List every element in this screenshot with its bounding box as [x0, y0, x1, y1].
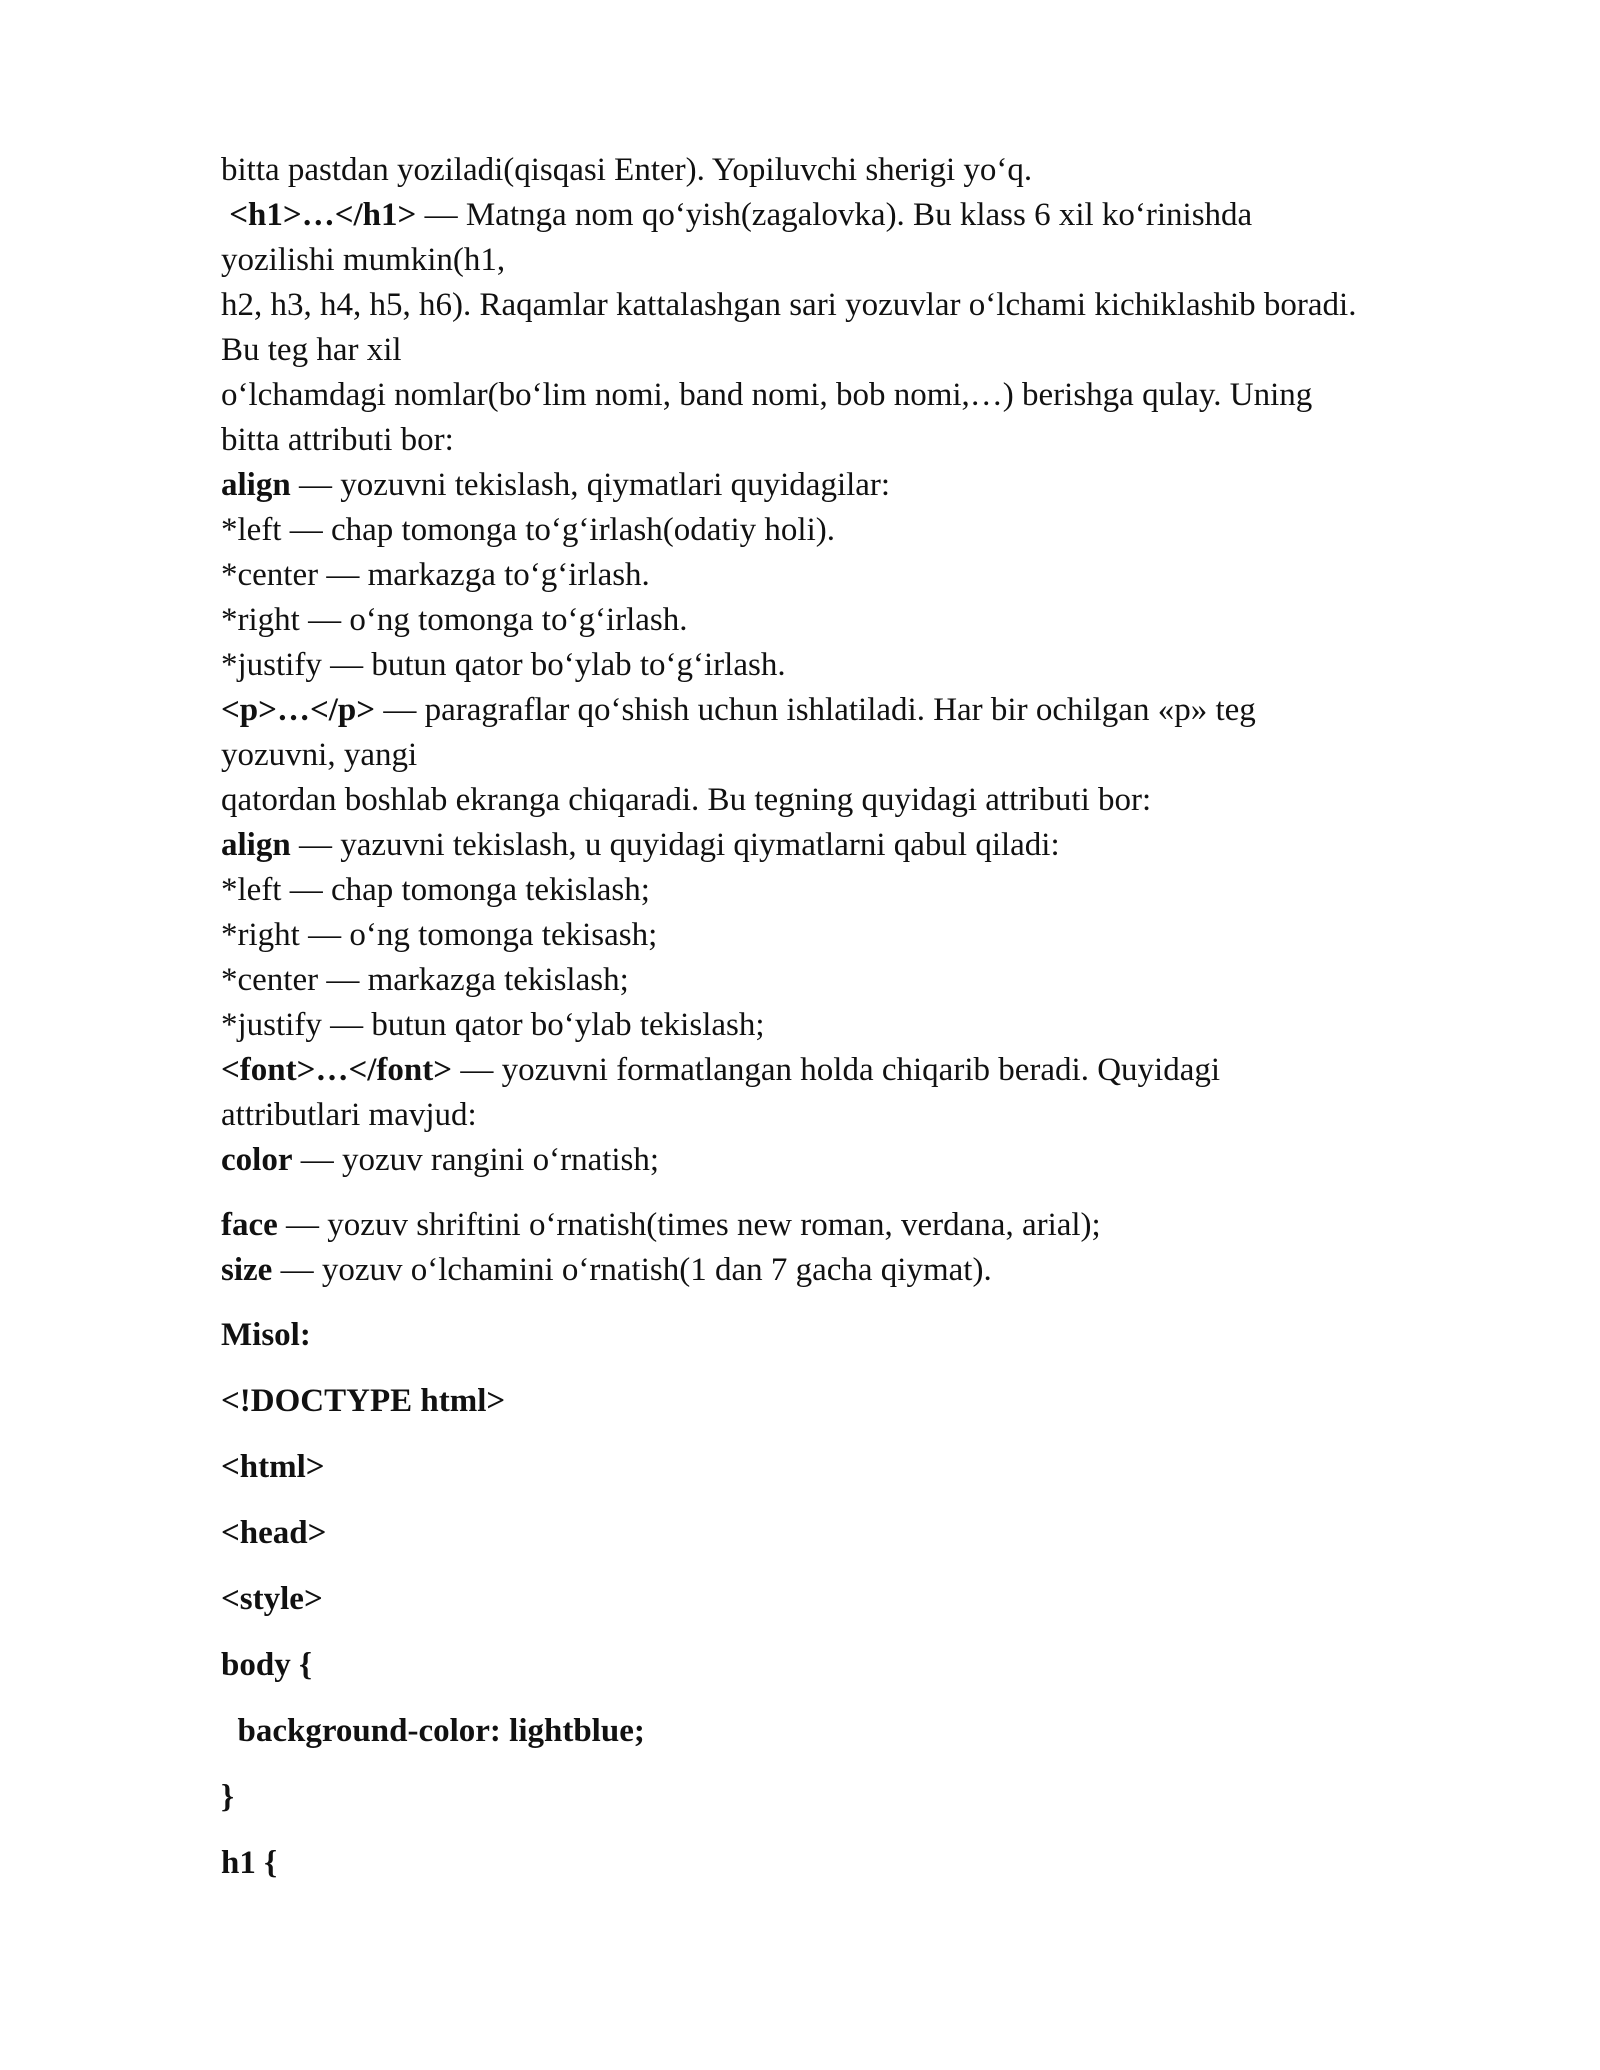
attr-color-bold: color [221, 1142, 293, 1178]
code-line: <head> [221, 1515, 327, 1551]
text-line: Bu teg har xil [221, 332, 402, 368]
text-line-align-attr: align — yazuvni tekislash, u quyidagi qiymatlarni qabul qiladi: [221, 827, 1060, 863]
code-line: h1 { [221, 1845, 278, 1881]
text-line: *center — markazga tekislash; [221, 962, 629, 998]
body-text-block-2 [221, 1203, 1521, 1293]
text-line: *left — chap tomonga tekislash; [221, 872, 650, 908]
text-line: *left — chap tomonga to‘g‘irlash(odatiy holi). [221, 512, 836, 548]
document-page [221, 148, 1521, 1907]
text-line-color-attr: color — yozuv rangini o‘rnatish; [221, 1142, 660, 1178]
text-line-face-attr: face — yozuv shriftini o‘rnatish(times new roman, verdana, arial); [221, 1207, 1101, 1243]
text-line: *justify — butun qator bo‘ylab to‘g‘irlash. [221, 647, 786, 683]
text-line: attributlari mavjud: [221, 1097, 477, 1133]
paragraph-spacer [221, 1183, 1521, 1203]
attr-face-bold: face [221, 1207, 278, 1243]
tag-p-bold: <p>…</p> [221, 692, 376, 728]
text-line: *justify — butun qator bo‘ylab tekislash; [221, 1007, 765, 1043]
tag-font-bold: <font>…</font> [221, 1052, 453, 1088]
body-text-block-1 [221, 148, 1521, 1183]
text-line: *center — markazga to‘g‘irlash. [221, 557, 650, 593]
attr-align-bold: align [221, 467, 291, 503]
text-line: yozilishi mumkin(h1, [221, 242, 506, 278]
text-line: *right — o‘ng tomonga to‘g‘irlash. [221, 602, 688, 638]
text-line-align-attr: align — yozuvni tekislash, qiymatlari quyidagilar: [221, 467, 891, 503]
text-line: *right — o‘ng tomonga tekisash; [221, 917, 658, 953]
text-line: qatordan boshlab ekranga chiqaradi. Bu tegning quyidagi attributi bor: [221, 782, 1152, 818]
paragraph-spacer [221, 1293, 1521, 1313]
code-line: } [221, 1779, 235, 1815]
text-line-p-tag: <p>…</p> — paragraflar qo‘shish uchun ishlatiladi. Har bir ochilgan «p» teg [221, 692, 1256, 728]
text-line-size-attr: size — yozuv o‘lchamini o‘rnatish(1 dan 7 gacha qiymat). [221, 1252, 992, 1288]
code-example [221, 1313, 1521, 1907]
text-line: o‘lchamdagi nomlar(bo‘lim nomi, band nomi, bob nomi,…) berishga qulay. Uning [221, 377, 1313, 413]
code-line: <!DOCTYPE html> [221, 1383, 506, 1419]
code-line: <style> [221, 1581, 323, 1617]
text-line: bitta pastdan yoziladi(qisqasi Enter). Yopiluvchi sherigi yo‘q. [221, 152, 1033, 188]
text-line: yozuvni, yangi [221, 737, 418, 773]
tag-h1-bold: <h1>…</h1> [221, 197, 417, 233]
attr-size-bold: size [221, 1252, 273, 1288]
code-line: <html> [221, 1449, 325, 1485]
text-line: h2, h3, h4, h5, h6). Raqamlar kattalashgan sari yozuvlar o‘lchami kichiklashib boradi. [221, 287, 1357, 323]
code-line: body { [221, 1647, 312, 1683]
text-line: bitta attributi bor: [221, 422, 454, 458]
example-heading: Misol: [221, 1317, 311, 1353]
attr-align-bold: align [221, 827, 291, 863]
text-line-h1-tag: <h1>…</h1> — Matnga nom qo‘yish(zagalovka). Bu klass 6 xil ko‘rinishda [221, 197, 1253, 233]
code-line: background-color: lightblue; [221, 1713, 645, 1749]
text-line-font-tag: <font>…</font> — yozuvni formatlangan holda chiqarib beradi. Quyidagi [221, 1052, 1221, 1088]
